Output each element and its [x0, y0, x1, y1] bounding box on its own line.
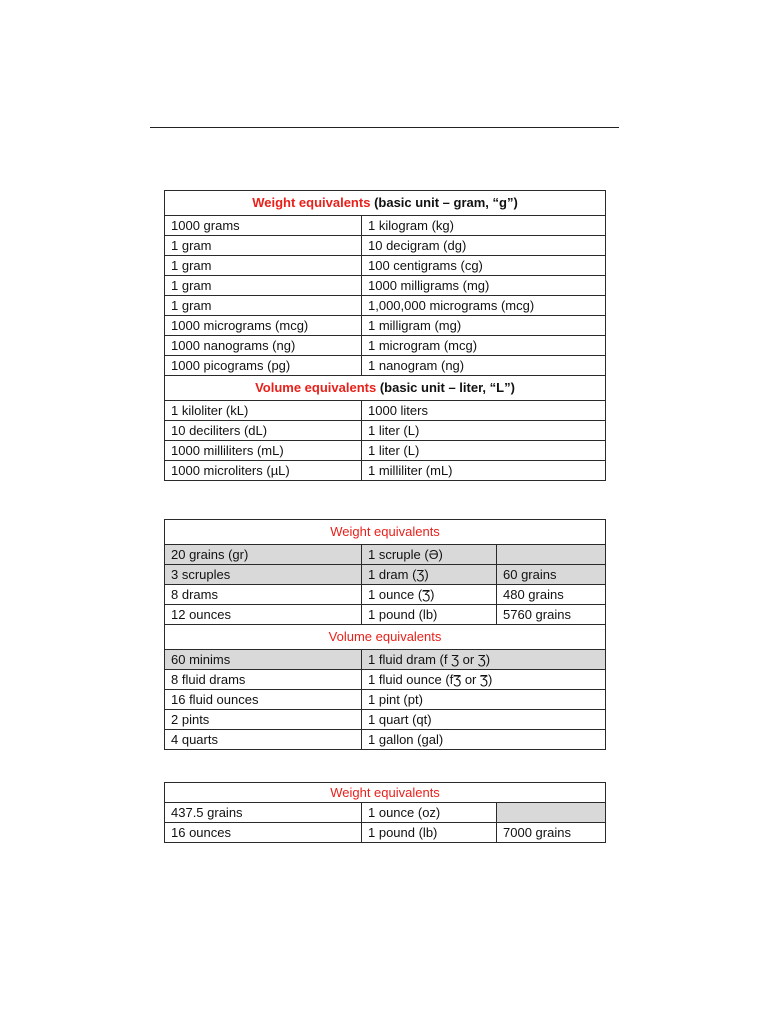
table-cell: 2 pints — [165, 710, 362, 730]
table-cell — [497, 545, 606, 565]
table-row — [165, 461, 606, 481]
table-row — [165, 296, 606, 316]
table-cell: 1000 liters — [362, 401, 606, 421]
table-header-row — [165, 625, 606, 650]
table-cell: 3 scruples — [165, 565, 362, 585]
table-row — [165, 401, 606, 421]
weight-equivalents-heading: Weight equivalents — [165, 520, 606, 545]
table-cell: 1 microgram (mcg) — [362, 336, 606, 356]
table-cell: 1 liter (L) — [362, 421, 606, 441]
table-cell: 1 pint (pt) — [362, 690, 606, 710]
table-cell: 7000 grains — [497, 823, 606, 843]
table-cell: 1 fluid dram (f Ʒ or Ʒ) — [362, 650, 606, 670]
table-row — [165, 316, 606, 336]
table-cell: 1 pound (lb) — [362, 605, 497, 625]
table-row — [165, 730, 606, 750]
table-row — [165, 823, 606, 843]
table-cell: 1 gram — [165, 236, 362, 256]
table-cell: 5760 grains — [497, 605, 606, 625]
table-cell: 1 kilogram (kg) — [362, 216, 606, 236]
table-cell: 437.5 grains — [165, 803, 362, 823]
table-row — [165, 336, 606, 356]
table-header-row — [165, 376, 606, 401]
table-cell: 1000 micrograms (mcg) — [165, 316, 362, 336]
table-row — [165, 256, 606, 276]
table-cell: 1,000,000 micrograms (mcg) — [362, 296, 606, 316]
avoirdupois-equivalents-table — [164, 782, 606, 843]
weight-equivalents-heading: Weight equivalents — [165, 783, 606, 803]
table-cell: 10 decigram (dg) — [362, 236, 606, 256]
table-cell: 1000 nanograms (ng) — [165, 336, 362, 356]
table-header-row — [165, 520, 606, 545]
metric-equivalents-table — [164, 190, 606, 481]
volume-equivalents-heading: Volume equivalents (basic unit – liter, “L”) — [165, 376, 606, 401]
table-cell — [497, 803, 606, 823]
table-cell: 12 ounces — [165, 605, 362, 625]
table-row — [165, 276, 606, 296]
table-cell: 480 grains — [497, 585, 606, 605]
table-cell: 1 ounce (Ʒ̅) — [362, 585, 497, 605]
table-row — [165, 441, 606, 461]
volume-equivalents-heading: Volume equivalents — [165, 625, 606, 650]
table-cell: 1 gram — [165, 276, 362, 296]
table-cell: 100 centigrams (cg) — [362, 256, 606, 276]
table-cell: 4 quarts — [165, 730, 362, 750]
table-cell: 60 minims — [165, 650, 362, 670]
table-cell: 1 pound (lb) — [362, 823, 497, 843]
table-cell: 1000 milligrams (mg) — [362, 276, 606, 296]
table-row — [165, 605, 606, 625]
table-cell: 1 liter (L) — [362, 441, 606, 461]
table-cell: 1 gram — [165, 296, 362, 316]
table-header-row — [165, 783, 606, 803]
apothecary-equivalents-table — [164, 519, 606, 750]
table-cell: 8 fluid drams — [165, 670, 362, 690]
table-row — [165, 650, 606, 670]
table-cell: 1 scruple (Ə) — [362, 545, 497, 565]
table-cell: 16 ounces — [165, 823, 362, 843]
table-cell: 60 grains — [497, 565, 606, 585]
table-cell: 1 nanogram (ng) — [362, 356, 606, 376]
table-cell: 1000 milliliters (mL) — [165, 441, 362, 461]
table-row — [165, 216, 606, 236]
table-row — [165, 803, 606, 823]
table-row — [165, 356, 606, 376]
table-cell: 1 kiloliter (kL) — [165, 401, 362, 421]
table-cell: 1 gallon (gal) — [362, 730, 606, 750]
table-cell: 10 deciliters (dL) — [165, 421, 362, 441]
table-cell: 1 dram (Ʒ) — [362, 565, 497, 585]
weight-equivalents-heading: Weight equivalents (basic unit – gram, “g”) — [165, 191, 606, 216]
table-header-row — [165, 191, 606, 216]
top-rule — [150, 127, 619, 128]
table-cell: 20 grains (gr) — [165, 545, 362, 565]
table-cell: 1000 microliters (µL) — [165, 461, 362, 481]
table-cell: 8 drams — [165, 585, 362, 605]
table-row — [165, 585, 606, 605]
table-cell: 1 quart (qt) — [362, 710, 606, 730]
table-row — [165, 710, 606, 730]
table-row — [165, 670, 606, 690]
table-row — [165, 545, 606, 565]
table-cell: 1000 picograms (pg) — [165, 356, 362, 376]
table-row — [165, 421, 606, 441]
table-cell: 16 fluid ounces — [165, 690, 362, 710]
table-row — [165, 236, 606, 256]
table-cell: 1 ounce (oz) — [362, 803, 497, 823]
table-row — [165, 690, 606, 710]
table-cell: 1000 grams — [165, 216, 362, 236]
table-cell: 1 milliliter (mL) — [362, 461, 606, 481]
table-cell: 1 milligram (mg) — [362, 316, 606, 336]
table-cell: 1 fluid ounce (fƷ̅ or Ʒ̅) — [362, 670, 606, 690]
table-row — [165, 565, 606, 585]
table-cell: 1 gram — [165, 256, 362, 276]
